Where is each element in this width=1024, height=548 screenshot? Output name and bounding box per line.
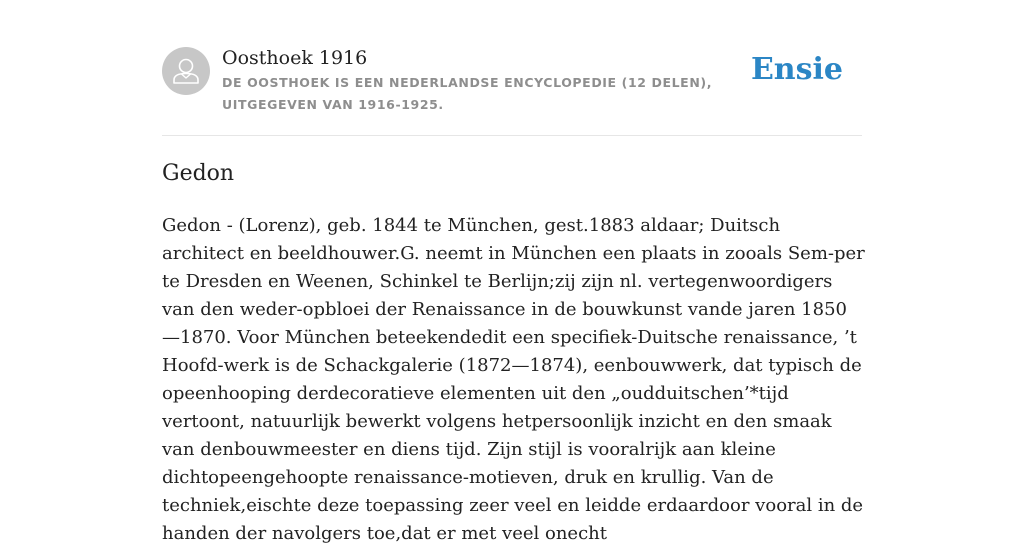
- source-header: [162, 46, 862, 116]
- ensie-logo[interactable]: Ensie: [750, 52, 843, 87]
- user-icon[interactable]: [162, 47, 210, 95]
- divider: [162, 135, 862, 136]
- source-description: DE OOSTHOEK IS EEN NEDERLANDSE ENCYCLOPEDIE (12 DELEN), UITGEGEVEN VAN 1916-1925.: [222, 75, 713, 112]
- source-title[interactable]: Oosthoek 1916: [222, 47, 368, 69]
- article-body: Gedon - (Lorenz), geb. 1844 te München, gest.1883 aldaar; Duitsch architect en beeldhouwer.G. neemt in München een plaats in zooals Sem-per te Dresden en Weenen, Schinkel te Berlijn;zij zijn nl. vertegenwoordigers van den weder-opbloei der Renaissance in de bouwkunst vande jaren 1850 —1870. Voor München beteekendedit een specifiek-Duitsche renaissance, ’t Hoofd-werk is de Schackgalerie (1872—1874), eenbouwwerk, dat typisch de opeenhooping derdecoratieve elementen uit den „oudduitschen’*tijd vertoont, natuurlijk bewerkt volgens hetpersoonlijk inzicht en den smaak van denbouwmeester en diens tijd. Zijn stijl is vooralrijk aan kleine dichtopeengehoopte renaissance-motieven, druk en krullig. Van de techniek,eischte deze toepassing zeer veel en leidde erdaardoor vooral in de handen der navolgers toe,dat er met veel onecht: [162, 215, 865, 544]
- article-title: Gedon: [162, 161, 235, 186]
